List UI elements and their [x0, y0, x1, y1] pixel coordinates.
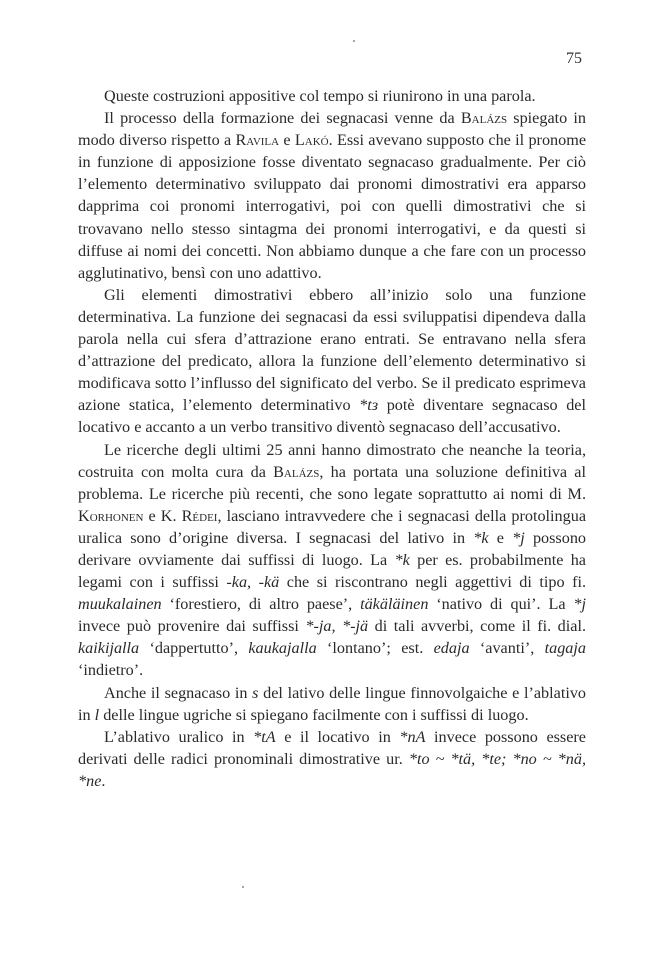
text-run: L’ablativo uralico in: [104, 727, 254, 746]
italic-term: edaja: [433, 639, 470, 658]
text-run: e: [279, 131, 295, 150]
text-run: e: [488, 528, 513, 547]
author-name: Rédei: [181, 506, 218, 525]
italic-term: -ka, -kä: [226, 573, 280, 592]
paragraph: [78, 682, 586, 726]
paragraph: [78, 107, 586, 284]
italic-term: täkäläinen: [360, 595, 429, 614]
italic-term: *tз: [359, 396, 379, 415]
text-run: e il locativo in: [275, 727, 400, 746]
text-run: , ha portata una soluzione definitiva al problema. Le ricerche più recenti, che sono legate soprattutto ai nomi di M.: [78, 462, 586, 503]
italic-term: s: [252, 683, 259, 702]
page-number: 75: [566, 50, 582, 67]
paragraph: [78, 439, 586, 682]
italic-term: kaukajalla: [248, 639, 317, 658]
text-run: Le ricerche degli ultimi 25 anni hanno dimostrato che neanche la teoria, costruita con molta cura da: [78, 440, 586, 481]
text-run: ‘dappertutto’,: [139, 639, 249, 658]
text-run: possono derivare ovviamente dai suffissi di luogo. La: [78, 528, 587, 569]
italic-term: *k: [473, 528, 489, 547]
text-run: ‘avanti’,: [469, 639, 545, 658]
text-run: e K.: [143, 506, 182, 525]
italic-term: kaikijalla: [78, 639, 140, 658]
text-run: Queste costruzioni appositive col tempo si riunirono in una parola.: [104, 87, 536, 105]
text-run: che si riscontrano negli aggettivi di tipo fi.: [279, 573, 587, 592]
scan-speck: [353, 40, 355, 42]
text-run: delle lingue ugriche si spiegano facilmente con i suffissi di luogo.: [99, 705, 529, 724]
italic-term: *to ~ *tä, *te; *no ~ *nä, *ne: [78, 749, 586, 790]
text-run: ‘indietro’.: [78, 661, 144, 680]
text-run: Gli elementi dimostrativi ebbero all’inizio solo una funzione determinativa. La funzione dei segnacasi da essi sviluppatisi dipendeva dalla parola nella cui sfera d’attrazione erano entrati. Se entravano nella sfera d’attrazione del predicato, allora la funzione dell’elemento determinativo si modificava sotto l’influsso del significato del verbo. Se il predicato esprimeva azione statica, l’elemento determinativo: [78, 285, 586, 415]
text-run: ‘forestiero, di altro paese’,: [161, 595, 361, 614]
author-name: Ravila: [235, 131, 280, 150]
text-run: di tali avverbi, come il fi. dial.: [368, 617, 586, 636]
text-run: Anche il segnacaso in: [104, 683, 253, 702]
paragraph: [78, 726, 586, 792]
italic-term: muukalainen: [78, 595, 162, 614]
text-run: del lativo delle lingue finnovolgaiche e l’ablativo in: [78, 683, 587, 724]
author-name: Balázs: [273, 462, 320, 481]
text-run: per es. probabilmente ha legami con i suffissi: [78, 550, 586, 592]
italic-term: *-ja, *-jä: [305, 617, 369, 636]
text-run: invece possono essere derivati delle radici pronominali dimostrative ur.: [78, 727, 586, 768]
text-run: . Essi avevano supposto che il pronome in funzione di apposizione fosse diventato segnacaso gradualmente. Per ciò l’elemento determinativo sviluppato dai pronomi dimostrativi era apparso dapprima coi pronomi interrogativi, poi con quelli dimostrativi che si trovavano nello stesso sintagma dei pronomi interrogativi, e da questi si diffuse ai nomi dei concetti. Non abbiamo dunque a che fare con un processo agglutinativo, bensì con uno adattivo.: [78, 131, 587, 282]
text-run: , lasciano intravvedere che i segnacasi della protolingua uralica sono d’origine diversa. I segnacasi del lativo in: [78, 506, 587, 547]
author-name: Lakó: [294, 131, 329, 150]
text-run: ‘nativo di qui’. La: [428, 595, 574, 614]
author-name: Balázs: [460, 109, 508, 128]
author-name: Korhonen: [78, 506, 144, 525]
paragraph: [78, 284, 586, 439]
italic-term: l: [94, 705, 100, 724]
text-run: Il processo della formazione dei segnacasi venne da: [104, 109, 461, 128]
italic-term: *j: [573, 595, 586, 614]
text-run: potè diventare segnacaso del locativo e accanto a un verbo transitivo diventò segnacaso dell’accusativo.: [78, 396, 586, 437]
text-run: .: [101, 771, 106, 790]
text-run: invece può provenire dai suffissi: [78, 617, 306, 636]
body-text: [78, 85, 586, 792]
text-run: ‘lontano’; est.: [316, 639, 434, 658]
italic-term: *j: [512, 528, 525, 547]
scan-speck: [242, 886, 244, 888]
italic-term: *tA: [253, 727, 276, 746]
italic-term: *k: [394, 550, 410, 569]
italic-term: *nA: [399, 727, 426, 746]
text-run: spiegato in modo diverso rispetto a: [78, 109, 587, 150]
paragraph: [78, 85, 586, 107]
italic-term: tagaja: [544, 639, 586, 658]
